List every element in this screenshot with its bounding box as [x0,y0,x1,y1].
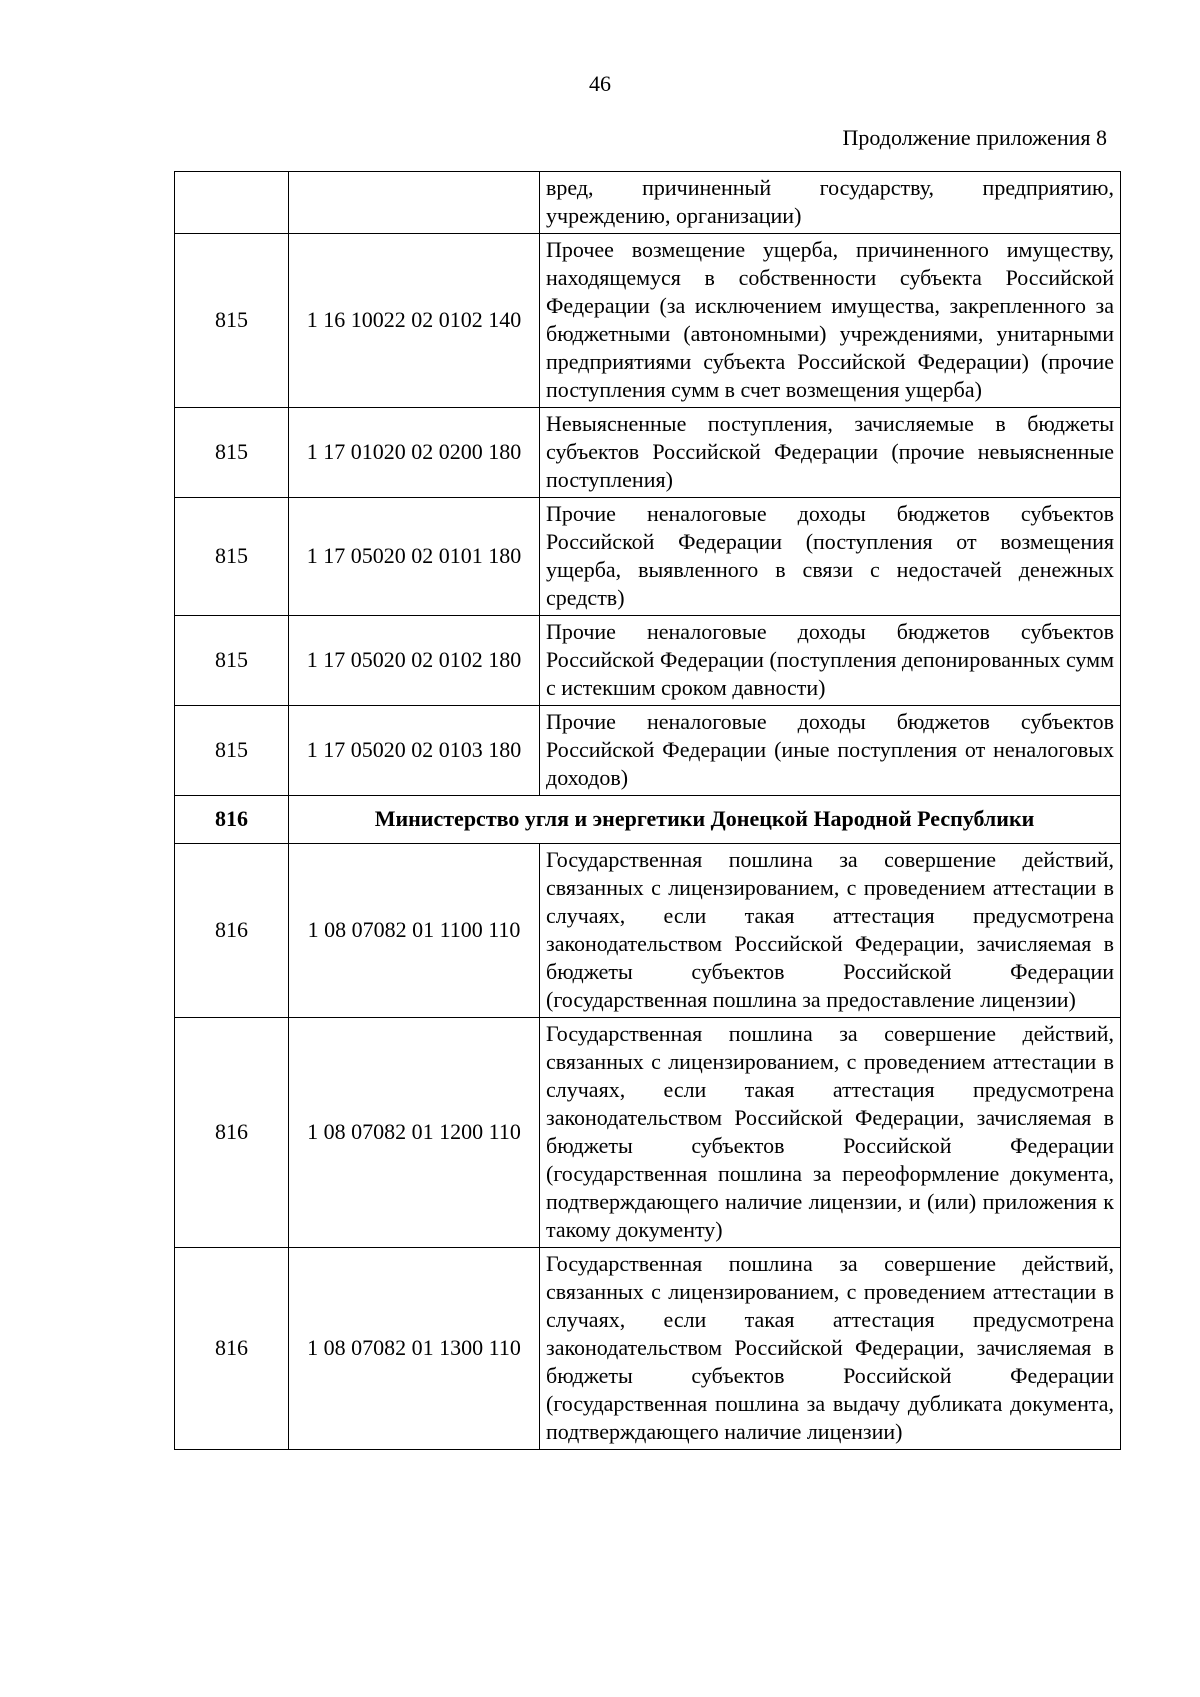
admin-code-cell: 815 [175,616,289,706]
description-cell: Прочие неналоговые доходы бюджетов субъектов Российской Федерации (поступления депонированных сумм с истекшим сроком давности) [540,616,1121,706]
table-row [175,498,1121,616]
appendix-continuation-label: Продолжение приложения 8 [842,125,1107,150]
page-number: 46 [589,71,611,96]
budget-code-cell [289,172,540,234]
admin-code-cell: 815 [175,706,289,796]
admin-code-cell: 815 [175,234,289,408]
description-cell: Прочие неналоговые доходы бюджетов субъектов Российской Федерации (иные поступления от неналоговых доходов) [540,706,1121,796]
section-admin-code: 816 [175,796,289,844]
budget-code-cell: 1 17 05020 02 0101 180 [289,498,540,616]
admin-code-cell: 816 [175,844,289,1018]
section-header-row [175,796,1121,844]
budget-code-cell: 1 08 07082 01 1200 110 [289,1018,540,1248]
budget-code-cell: 1 16 10022 02 0102 140 [289,234,540,408]
admin-code-cell [175,172,289,234]
table-row [175,616,1121,706]
budget-codes-table [174,171,1121,1450]
budget-code-cell: 1 17 05020 02 0103 180 [289,706,540,796]
description-cell: Прочее возмещение ущерба, причиненного имуществу, находящемуся в собственности субъекта Российской Федерации (за исключением имущества, закрепленного за бюджетными (автономными) учреждениями, унитарными предприятиями субъекта Российской Федерации) (прочие поступления сумм в счет возмещения ущерба) [540,234,1121,408]
budget-code-cell: 1 08 07082 01 1100 110 [289,844,540,1018]
admin-code-cell: 816 [175,1248,289,1450]
admin-code-cell: 815 [175,408,289,498]
table-row [175,844,1121,1018]
description-cell: Государственная пошлина за совершение действий, связанных с лицензированием, с проведением аттестации в случаях, если такая аттестация предусмотрена законодательством Российской Федерации, зачисляемая в бюджеты субъектов Российской Федерации (государственная пошлина за переоформление документа, подтверждающего наличие лицензии, и (или) приложения к такому документу) [540,1018,1121,1248]
table-row [175,408,1121,498]
budget-code-cell: 1 08 07082 01 1300 110 [289,1248,540,1450]
description-cell: Государственная пошлина за совершение действий, связанных с лицензированием, с проведением аттестации в случаях, если такая аттестация предусмотрена законодательством Российской Федерации, зачисляемая в бюджеты субъектов Российской Федерации (государственная пошлина за выдачу дубликата документа, подтверждающего наличие лицензии) [540,1248,1121,1450]
description-cell: Государственная пошлина за совершение действий, связанных с лицензированием, с проведением аттестации в случаях, если такая аттестация предусмотрена законодательством Российской Федерации, зачисляемая в бюджеты субъектов Российской Федерации (государственная пошлина за предоставление лицензии) [540,844,1121,1018]
description-cell: вред, причиненный государству, предприятию, учреждению, организации) [540,172,1121,234]
table-row [175,172,1121,234]
section-title: Министерство угля и энергетики Донецкой Народной Республики [289,796,1121,844]
description-cell: Невыясненные поступления, зачисляемые в бюджеты субъектов Российской Федерации (прочие невыясненные поступления) [540,408,1121,498]
admin-code-cell: 815 [175,498,289,616]
budget-code-cell: 1 17 01020 02 0200 180 [289,408,540,498]
table-row [175,234,1121,408]
admin-code-cell: 816 [175,1018,289,1248]
budget-code-cell: 1 17 05020 02 0102 180 [289,616,540,706]
description-cell: Прочие неналоговые доходы бюджетов субъектов Российской Федерации (поступления от возмещения ущерба, выявленного в связи с недостачей денежных средств) [540,498,1121,616]
table-row [175,706,1121,796]
table-row [175,1018,1121,1248]
table-row [175,1248,1121,1450]
